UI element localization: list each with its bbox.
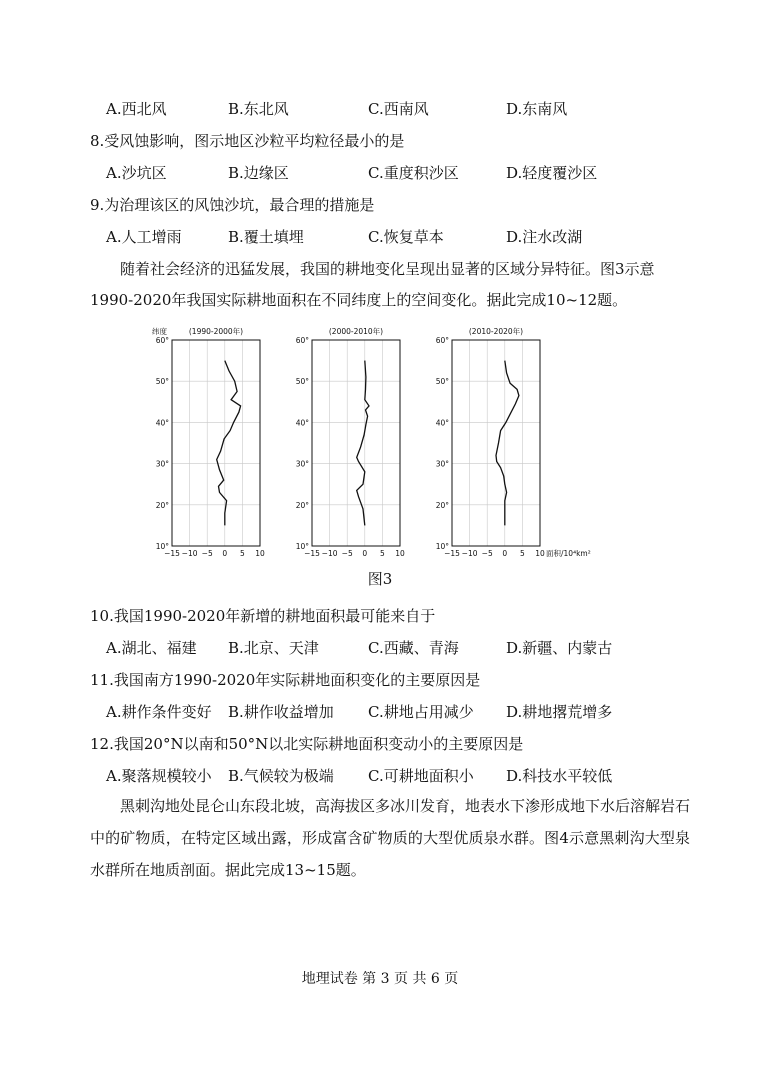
q7-option-a[interactable]: A.西北风 xyxy=(106,100,167,118)
q12-option-d[interactable]: D.科技水平较低 xyxy=(506,767,613,785)
q9-options xyxy=(106,226,726,248)
series-line xyxy=(496,361,519,526)
series-line xyxy=(357,361,369,526)
x-tick-label: 5 xyxy=(380,549,385,558)
y-tick-label: 50° xyxy=(435,377,449,387)
intro2-paragraph: 黑刺沟地处昆仑山东段北坡，高海拔区多冰川发育，地表水下渗形成地下水后溶解岩石中的矿物质，在特定区域出露，形成富含矿物质的大型优质泉水群。图4示意黑刺沟大型泉水群所在地质剖面。据此完成13~15题。 xyxy=(90,797,691,879)
x-tick-label: −5 xyxy=(341,549,353,558)
panel-frame xyxy=(172,340,260,546)
q12-stem: 12.我国20°N以南和50°N以北实际耕地面积变动小的主要原因是 xyxy=(90,735,524,753)
x-tick-label: 10 xyxy=(395,549,405,558)
panel-frame xyxy=(312,340,400,546)
x-tick-label: 10 xyxy=(535,549,545,558)
y-axis-label: 纬度 xyxy=(152,327,167,336)
x-tick-label: 10 xyxy=(255,549,265,558)
q9-option-a[interactable]: A.人工增雨 xyxy=(106,228,182,246)
q12-options xyxy=(106,765,726,787)
panel-frame xyxy=(452,340,540,546)
y-tick-label: 60° xyxy=(435,336,449,345)
panel-title: (1990-2000年) xyxy=(188,327,244,336)
intro1-line2: 1990-2020年我国实际耕地面积在不同纬度上的空间变化。据此完成10~12题。 xyxy=(90,291,628,309)
y-tick-label: 40° xyxy=(295,418,309,428)
x-tick-label: −15 xyxy=(304,549,320,558)
series-line xyxy=(217,361,241,526)
x-tick-label: −15 xyxy=(164,549,180,558)
q7-option-c[interactable]: C.西南风 xyxy=(368,100,429,118)
q12-option-a[interactable]: A.聚落规模较小 xyxy=(106,767,212,785)
page-footer: 地理试卷 第 3 页 共 6 页 xyxy=(301,971,459,987)
q12-option-c[interactable]: C.可耕地面积小 xyxy=(368,767,474,785)
q8-option-c[interactable]: C.重度积沙区 xyxy=(368,164,459,182)
q10-option-c[interactable]: C.西藏、青海 xyxy=(368,639,459,657)
x-tick-label: 5 xyxy=(520,549,525,558)
x-tick-label: −15 xyxy=(444,549,460,558)
x-axis-unit: 面积/10⁴km² xyxy=(546,549,591,558)
y-tick-label: 30° xyxy=(435,459,449,469)
q7-options xyxy=(106,98,726,120)
q10-stem: 10.我国1990-2020年新增的耕地面积最可能来自于 xyxy=(90,607,436,625)
q10-option-a[interactable]: A.湖北、福建 xyxy=(106,639,197,657)
panel-title: (2000-2010年) xyxy=(328,327,384,336)
panel-title: (2010-2020年) xyxy=(468,327,524,336)
x-tick-label: 0 xyxy=(222,549,228,558)
y-tick-label: 20° xyxy=(295,500,309,510)
x-tick-label: −10 xyxy=(321,549,338,558)
intro1-line1: 随着社会经济的迅猛发展，我国的耕地变化呈现出显著的区域分异特征。图3示意 xyxy=(120,260,655,278)
q11-option-c[interactable]: C.耕地占用减少 xyxy=(368,703,474,721)
q8-option-b[interactable]: B.边缘区 xyxy=(228,164,289,182)
q7-option-b[interactable]: B.东北风 xyxy=(228,100,289,118)
q12-option-b[interactable]: B.气候较为极端 xyxy=(228,767,334,785)
q9-option-b[interactable]: B.覆土填埋 xyxy=(228,228,304,246)
y-tick-label: 50° xyxy=(155,377,169,387)
y-tick-label: 60° xyxy=(295,336,309,345)
q10-options xyxy=(106,637,726,659)
y-tick-label: 10° xyxy=(435,542,449,551)
q11-option-a[interactable]: A.耕作条件变好 xyxy=(106,703,212,721)
q7-option-d[interactable]: D.东南风 xyxy=(506,100,568,118)
y-tick-label: 10° xyxy=(155,542,169,551)
q11-option-d[interactable]: D.耕地撂荒增多 xyxy=(506,703,613,721)
y-tick-label: 50° xyxy=(295,377,309,387)
figure-3 xyxy=(150,322,620,558)
q10-option-d[interactable]: D.新疆、内蒙古 xyxy=(506,639,613,657)
y-tick-label: 40° xyxy=(155,418,169,428)
x-tick-label: −10 xyxy=(461,549,478,558)
q11-stem: 11.我国南方1990-2020年实际耕地面积变化的主要原因是 xyxy=(90,671,481,689)
q11-options xyxy=(106,701,726,723)
y-tick-label: 20° xyxy=(435,500,449,510)
x-tick-label: −5 xyxy=(201,549,213,558)
x-tick-label: 0 xyxy=(362,549,368,558)
q9-stem: 9.为治理该区的风蚀沙坑，最合理的措施是 xyxy=(90,196,375,214)
x-tick-label: 5 xyxy=(240,549,245,558)
q8-options xyxy=(106,162,726,184)
x-tick-label: −10 xyxy=(181,549,198,558)
figure-caption: 图3 xyxy=(367,570,393,588)
q9-option-c[interactable]: C.恢复草本 xyxy=(368,228,444,246)
y-tick-label: 60° xyxy=(155,336,169,345)
y-tick-label: 10° xyxy=(295,542,309,551)
q9-option-d[interactable]: D.注水改湖 xyxy=(506,228,583,246)
x-tick-label: −5 xyxy=(481,549,493,558)
q10-option-b[interactable]: B.北京、天津 xyxy=(228,639,319,657)
x-tick-label: 0 xyxy=(502,549,508,558)
y-tick-label: 20° xyxy=(155,500,169,510)
y-tick-label: 40° xyxy=(435,418,449,428)
q11-option-b[interactable]: B.耕作收益增加 xyxy=(228,703,334,721)
y-tick-label: 30° xyxy=(155,459,169,469)
figure-3-svg xyxy=(150,322,620,558)
y-tick-label: 30° xyxy=(295,459,309,469)
q8-stem: 8.受风蚀影响，图示地区沙粒平均粒径最小的是 xyxy=(90,132,405,150)
q8-option-d[interactable]: D.轻度覆沙区 xyxy=(506,164,598,182)
q8-option-a[interactable]: A.沙坑区 xyxy=(106,164,167,182)
